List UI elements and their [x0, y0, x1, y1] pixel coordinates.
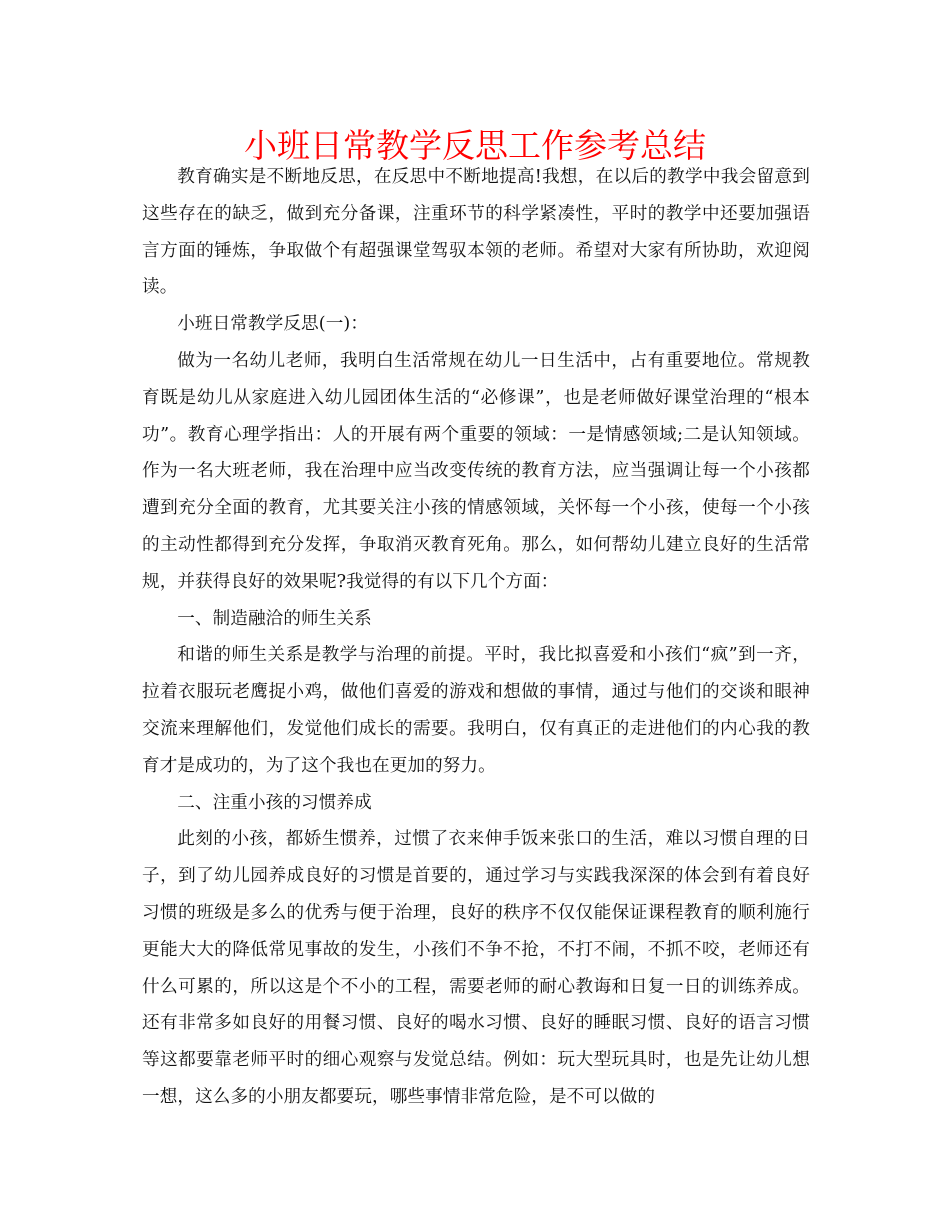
document-title: 小班日常教学反思工作参考总结 — [244, 126, 706, 165]
document-body — [142, 159, 810, 1116]
section-heading-reflection-one: 小班日常教学反思(一)： — [177, 314, 369, 335]
paragraph-habit-formation: 此刻的小孩，都娇生惯养，过惯了衣来伸手饭来张口的生活，难以习惯自理的日子，到了幼儿园养成良好的习惯是首要的，通过学习与实践我深深的体会到有着良好习惯的班级是多么的优秀与便于治理，良好的秩序不仅仅能保证课程教育的顺利施行更能大大的降低常见事故的发生，小孩们不争不抢，不打不闹，不抓不咬，老师还有什么可累的，所以这是个不小的工程，需要老师的耐心教诲和日复一日的训练养成。还有非常多如良好的用餐习惯、良好的喝水习惯、良好的睡眠习惯、良好的语言习惯等这都要靠老师平时的细心观察与发觉总结。例如：玩大型玩具时，也是先让幼儿想一想，这么多的小朋友都要玩，哪些事情非常危险，是不可以做的 — [142, 829, 810, 1107]
section-heading-teacher-student-relationship: 一、制造融洽的师生关系 — [177, 608, 372, 629]
paragraph-intro: 教育确实是不断地反思，在反思中不断地提高!我想，在以后的教学中我会留意到这些存在的缺乏，做到充分备课，注重环节的科学紧凑性，平时的教学中还要加强语言方面的锤炼，争取做个有超强课堂驾驭本领的老师。希望对大家有所协助，欢迎阅读。 — [142, 167, 810, 298]
section-heading-habit-formation: 二、注重小孩的习惯养成 — [177, 792, 372, 813]
paragraph-routine-education: 做为一名幼儿老师，我明白生活常规在幼儿一日生活中，占有重要地位。常规教育既是幼儿从家庭进入幼儿园团体生活的“必修课”，也是老师做好课堂治理的“根本功”。教育心理学指出：人的开展有两个重要的领域：一是情感领域;二是认知领域。作为一名大班老师，我在治理中应当改变传统的教育方法，应当强调让每一个小孩都遭到充分全面的教育，尤其要关注小孩的情感领域，关怀每一个小孩，使每一个小孩的主动性都得到充分发挥，争取消灭教育死角。那么，如何帮幼儿建立良好的生活常规，并获得良好的效果呢?我觉得的有以下几个方面： — [142, 350, 810, 592]
paragraph-harmonious-relationship: 和谐的师生关系是教学与治理的前提。平时，我比拟喜爱和小孩们“疯”到一齐，拉着衣服玩老鹰捉小鸡，做他们喜爱的游戏和想做的事情，通过与他们的交谈和眼神交流来理解他们，发觉他们成长的需要。我明白，仅有真正的走进他们的内心我的教育才是成功的，为了这个我也在更加的努力。 — [142, 645, 810, 776]
